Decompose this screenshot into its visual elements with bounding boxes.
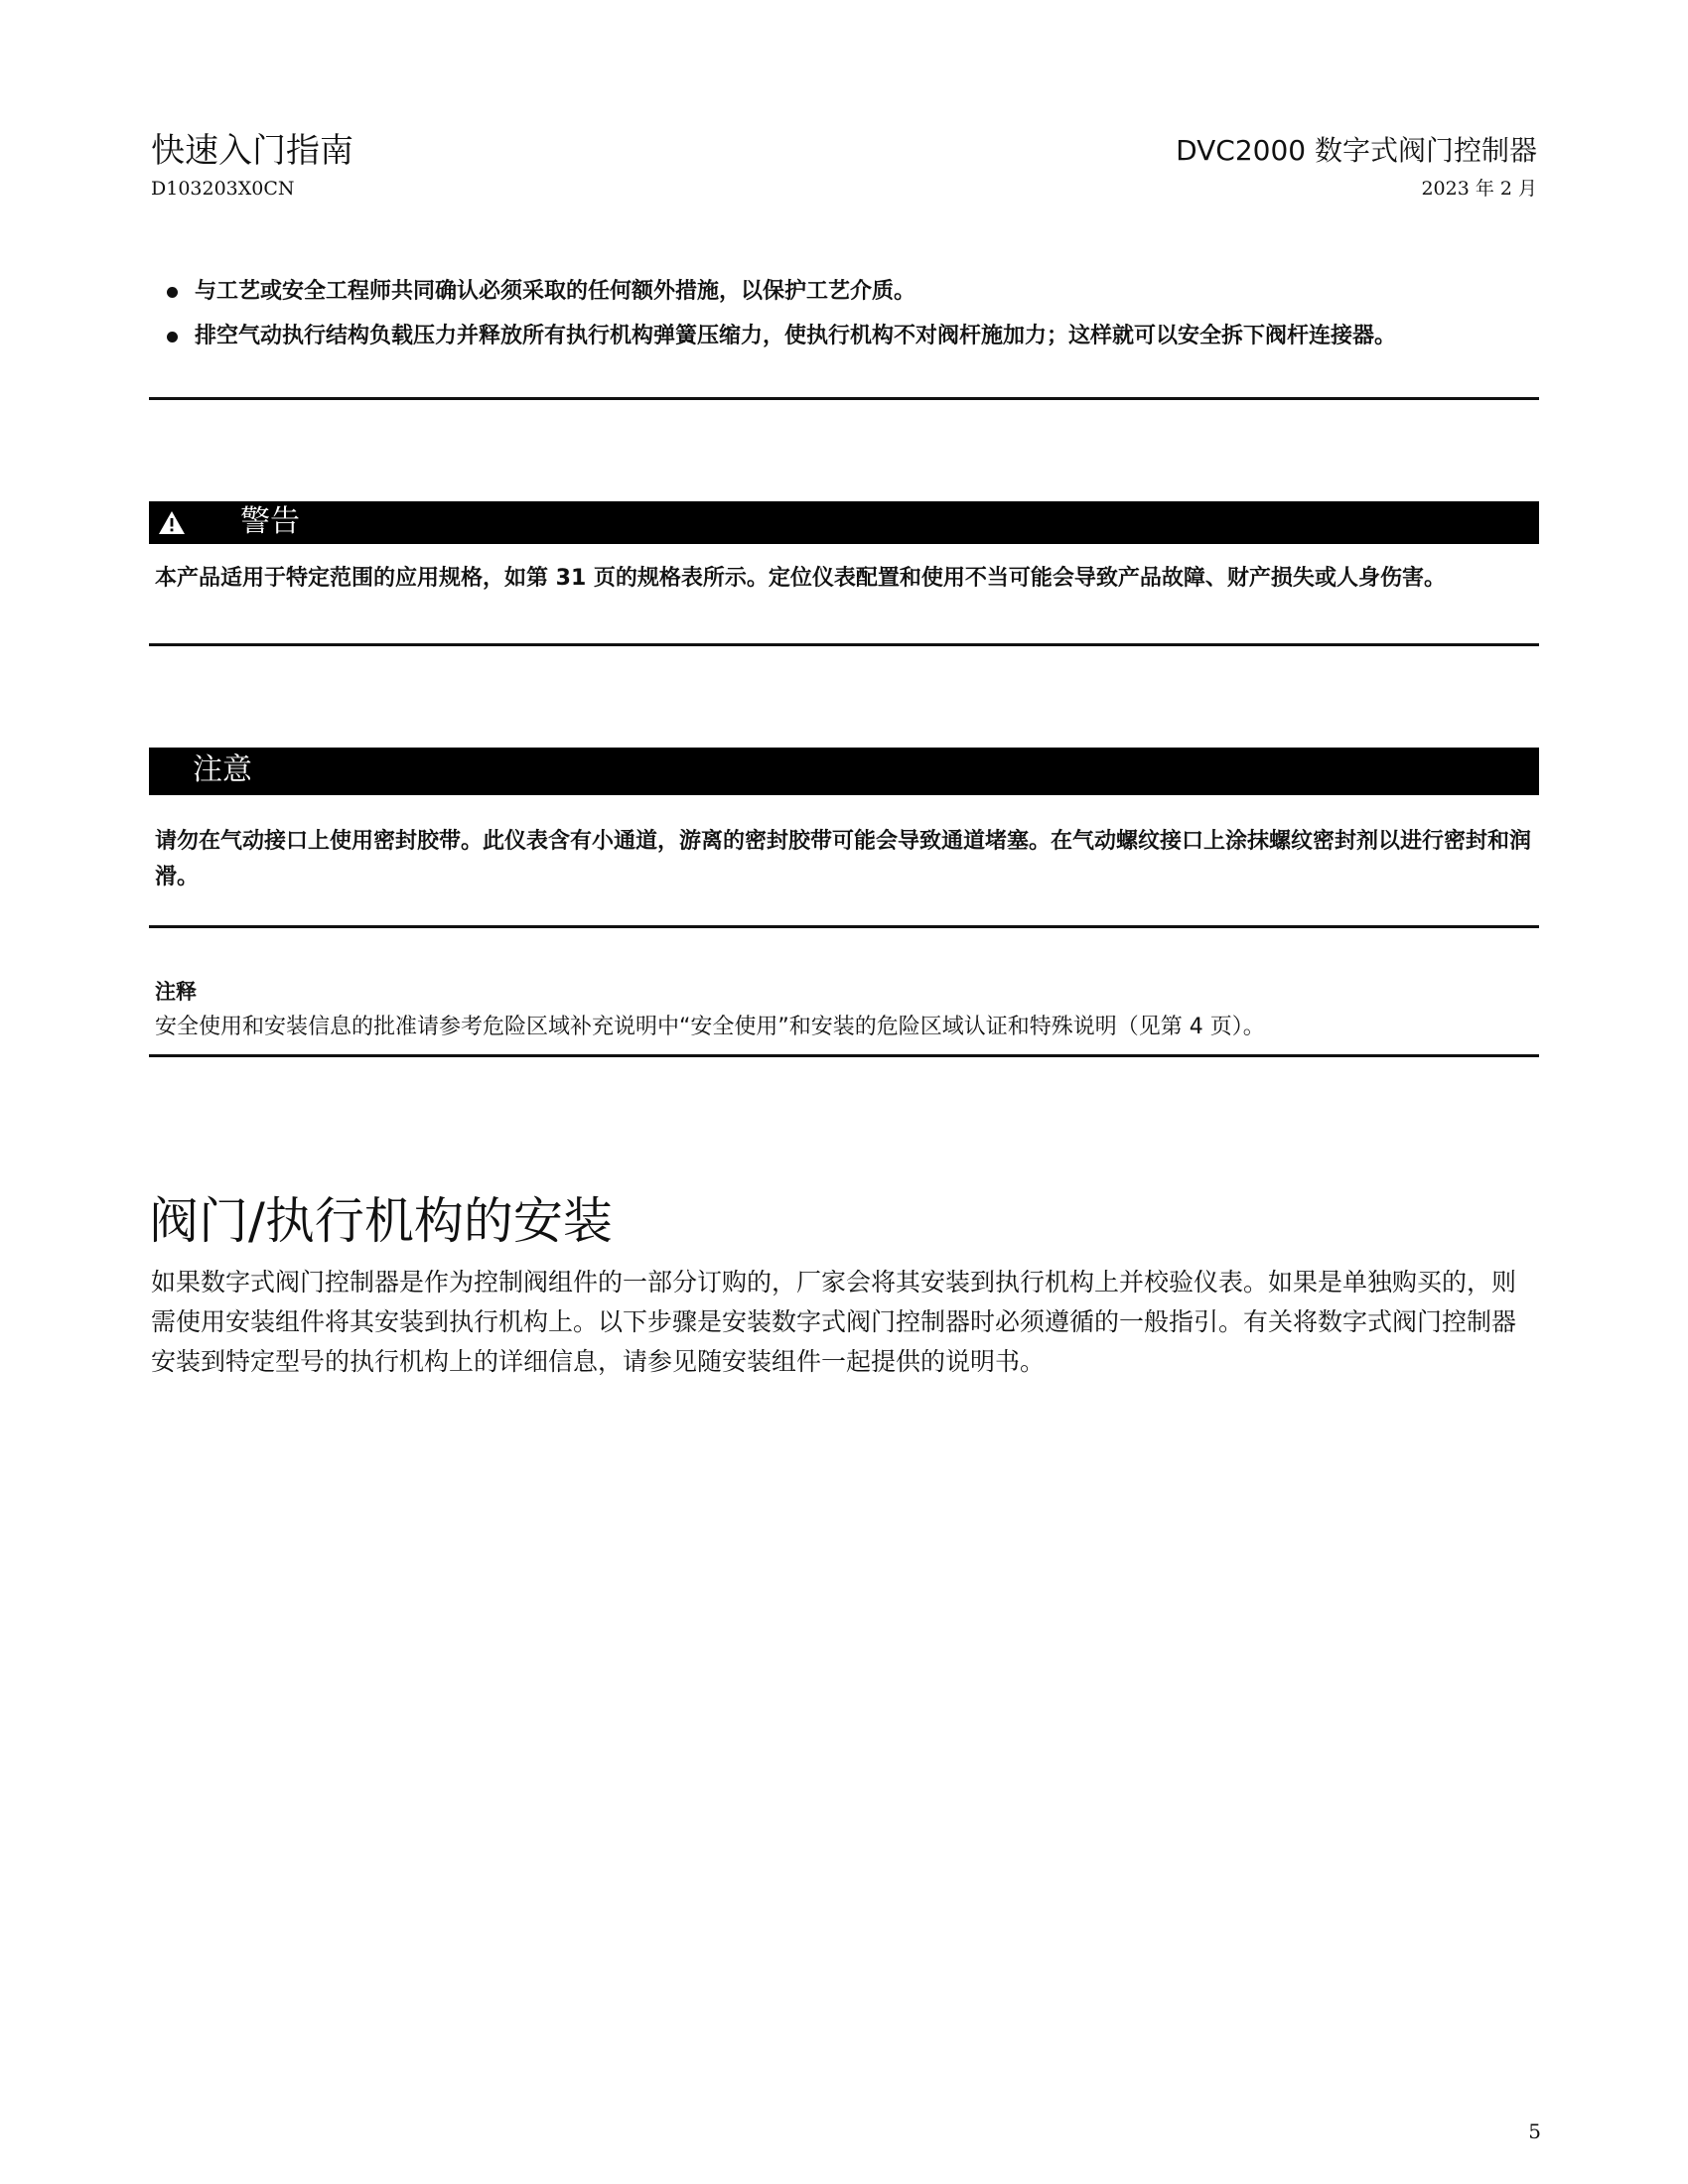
divider	[149, 1054, 1539, 1057]
warning-triangle-icon	[159, 511, 185, 534]
caution-label: 注意	[193, 752, 252, 787]
note-text: 安全使用和安装信息的批准请参考危险区域补充说明中“安全使用”和安装的危险区域认证和特殊说明（见第 4 页）。	[155, 1015, 1265, 1039]
product-title: DVC2000 数字式阀门控制器	[1176, 134, 1537, 167]
publication-date: 2023 年 2 月	[1421, 178, 1537, 200]
caution-text: 请勿在气动接口上使用密封胶带。此仪表含有小通道，游离的密封胶带可能会导致通道堵塞。在气动螺纹接口上涂抹螺纹密封剂以进行密封和润滑。	[155, 829, 1532, 889]
warning-text: 本产品适用于特定范围的应用规格，如第 31 页的规格表所示。定位仪表配置和使用不当可能会导致产品故障、财产损失或人身伤害。	[155, 566, 1446, 591]
section-title: 阀门/执行机构的安装	[149, 1192, 613, 1250]
precaution-list	[151, 274, 1536, 363]
page-number: 5	[1528, 2119, 1541, 2143]
caution-banner	[149, 748, 1539, 795]
bullet-icon	[167, 287, 178, 298]
divider	[149, 925, 1539, 928]
list-item-text: 排空气动执行结构负载压力并释放所有执行机构弹簧压缩力，使执行机构不对阀杆施加力；这样就可以安全拆下阀杆连接器。	[195, 324, 1397, 348]
warning-banner	[149, 501, 1539, 544]
list-item-text: 与工艺或安全工程师共同确认必须采取的任何额外措施，以保护工艺介质。	[195, 279, 916, 304]
divider	[149, 397, 1539, 400]
document-number: D103203X0CN	[151, 178, 295, 200]
note-heading: 注释	[155, 980, 197, 1004]
divider	[149, 643, 1539, 646]
list-item	[151, 319, 1536, 354]
list-item	[151, 274, 1536, 310]
section-body: 如果数字式阀门控制器是作为控制阀组件的一部分订购的，厂家会将其安装到执行机构上并校验仪表。如果是单独购买的，则需使用安装组件将其安装到执行机构上。以下步骤是安装数字式阀门控制器时必须遵循的一般指引。有关将数字式阀门控制器安装到特定型号的执行机构上的详细信息，请参见随安装组件一起提供的说明书。	[151, 1268, 1517, 1376]
bullet-icon	[167, 332, 178, 342]
warning-label: 警告	[240, 504, 300, 539]
page-header-title: 快速入门指南	[151, 131, 353, 171]
